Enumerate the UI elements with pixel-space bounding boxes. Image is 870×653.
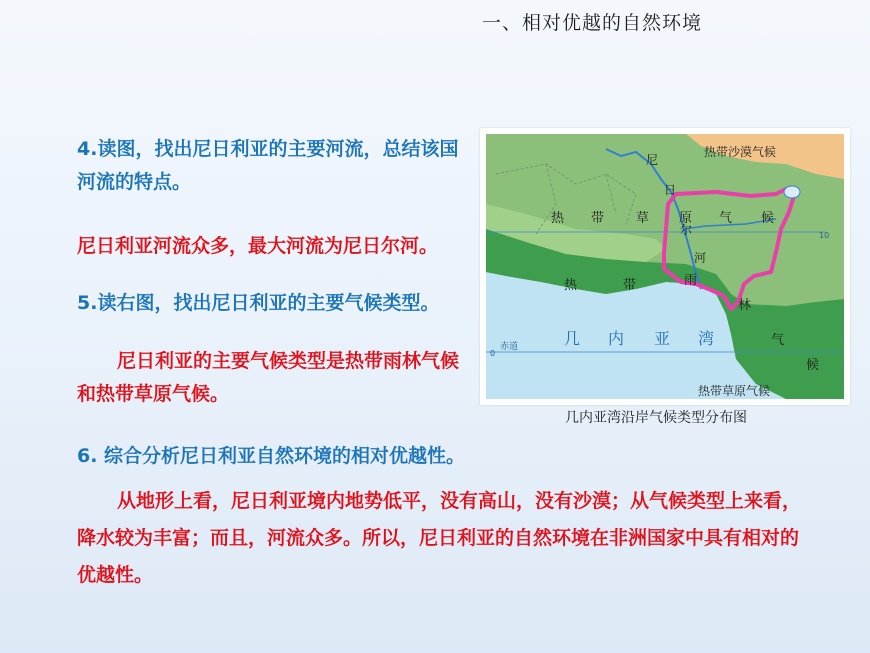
rainforest-char: 林 [738, 298, 752, 313]
answer-5: 尼日利亚的主要气候类型是热带雨林气候和热带草原气候。 [77, 350, 460, 405]
savanna-char: 原 [679, 211, 693, 226]
savanna-char: 热 [551, 211, 565, 226]
rainforest-char: 雨 [684, 273, 698, 288]
gulf-char: 几 [564, 329, 581, 348]
gulf-char: 亚 [654, 329, 671, 348]
savanna-char: 带 [591, 211, 605, 226]
lat-10-label: 10 [819, 231, 830, 240]
desert-climate-label: 热带沙漠气候 [704, 145, 777, 159]
rainforest-char: 带 [623, 278, 637, 293]
rainforest-char: 气 [771, 333, 785, 348]
question-6: 6. 综合分析尼日利亚自然环境的相对优越性。 [77, 445, 466, 467]
lake-chad [784, 186, 800, 198]
lat-0-label: 0 [490, 349, 496, 358]
gulf-char: 内 [608, 329, 625, 348]
question-4: 4.读图，找出尼日利亚的主要河流，总结该国河流的特点。 [77, 138, 459, 193]
map-caption: 几内亚湾沿岸气候类型分布图 [565, 410, 747, 426]
rainforest-char: 热 [564, 278, 578, 293]
rainforest-char: 候 [806, 358, 820, 373]
river-char: 日 [664, 183, 677, 197]
page-title: 一、相对优越的自然环境 [482, 12, 703, 34]
river-char: 尔 [680, 223, 693, 237]
question-5: 5.读右图，找出尼日利亚的主要气候类型。 [77, 292, 440, 314]
equator-label: 赤道 [500, 342, 519, 352]
gulf-char: 湾 [698, 329, 715, 348]
savanna-bottom-label: 热带草原气候 [698, 384, 771, 398]
savanna-char: 候 [761, 211, 775, 226]
savanna-char: 气 [719, 211, 733, 226]
climate-map [480, 128, 850, 405]
climate-map-svg [486, 134, 844, 399]
river-char: 河 [694, 251, 707, 265]
answer-4: 尼日利亚河流众多，最大河流为尼日尔河。 [77, 235, 439, 257]
savanna-char: 草 [636, 211, 650, 226]
river-char: 尼 [646, 153, 659, 167]
answer-6: 从地形上看，尼日利亚境内地势低平，没有高山，没有沙漠；从气候类型上来看，降水较为丰富；而且，河流众多。所以，尼日利亚的自然环境在非洲国家中具有相对的优越性。 [77, 490, 802, 586]
